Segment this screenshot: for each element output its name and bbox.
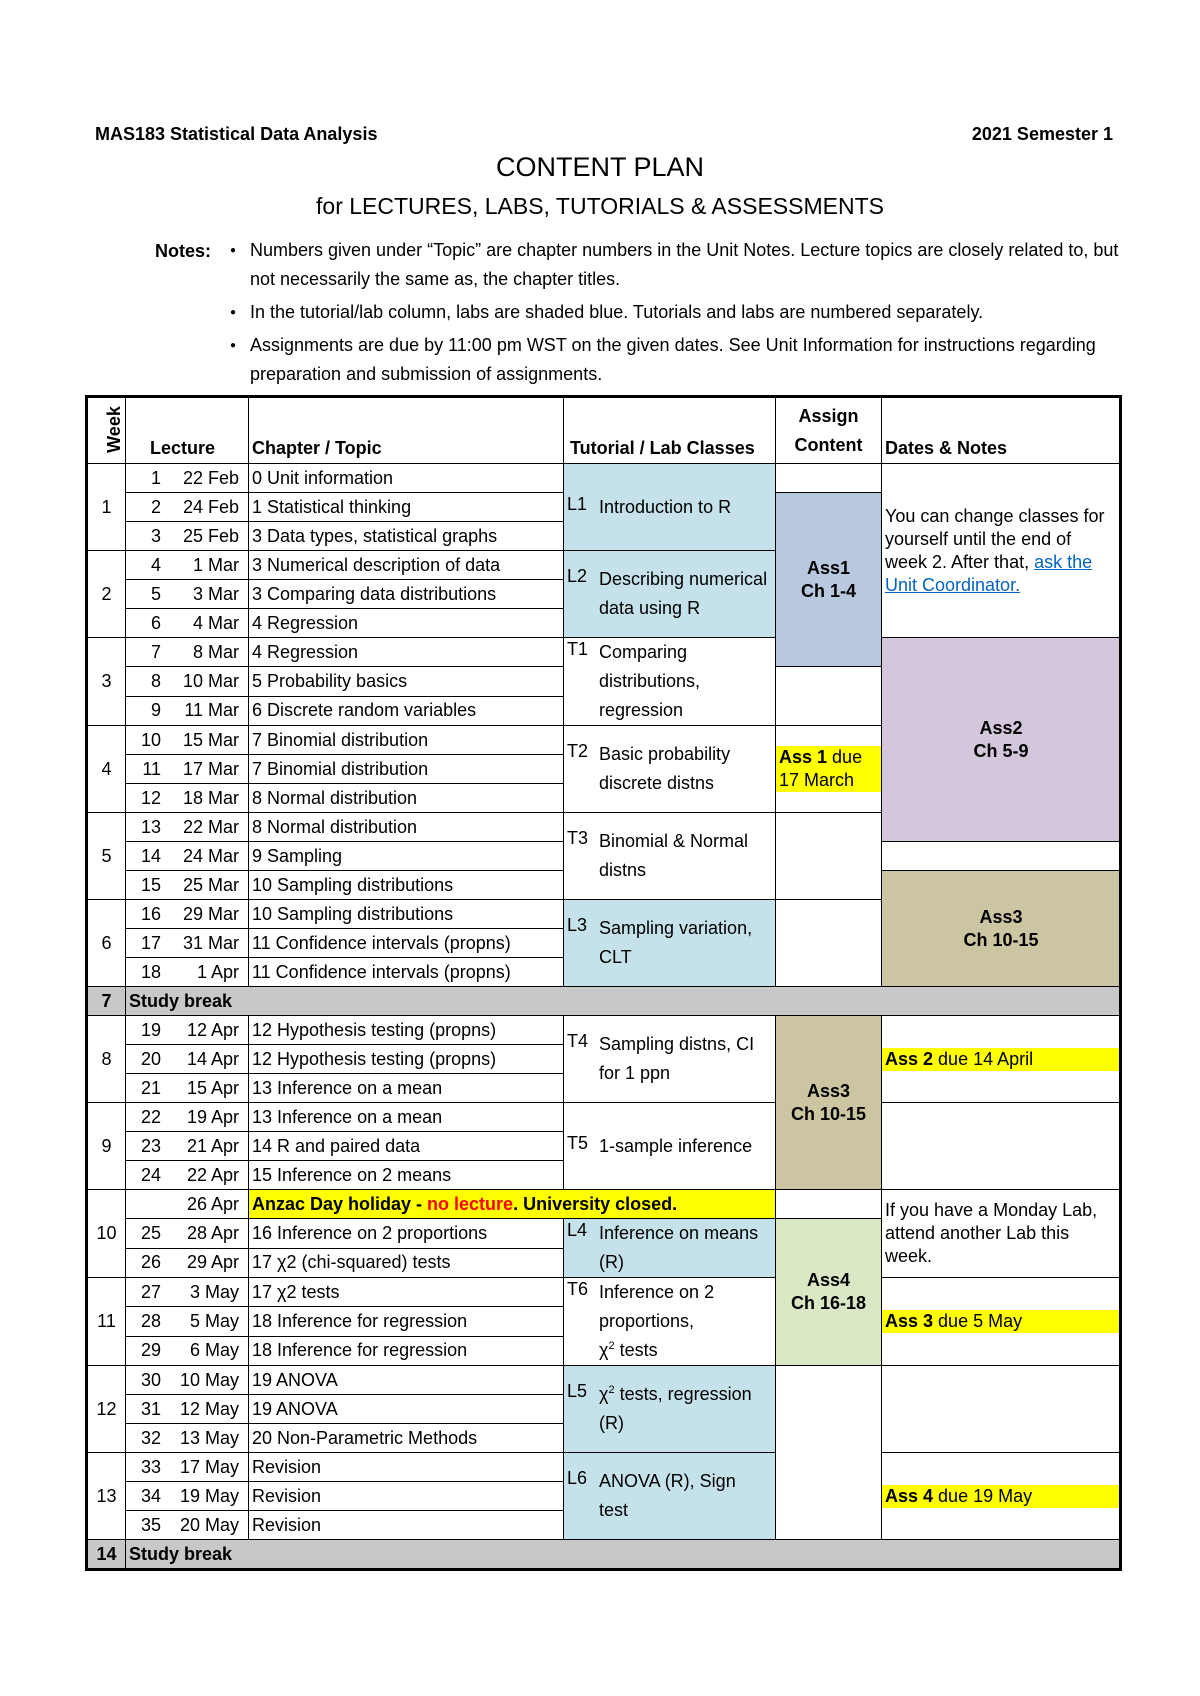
table-row: [87, 1366, 1121, 1395]
dates-notes-cell: [776, 726, 882, 813]
lecture-cell: 5 3 Mar: [126, 580, 249, 609]
week-number: 2: [87, 551, 126, 638]
lecture-cell: 11 17 Mar: [126, 755, 249, 784]
lecture-cell: 31 12 May: [126, 1395, 249, 1424]
lecture-cell: 29 6 May: [126, 1336, 249, 1365]
lab-cell: L4 Inference on means (R): [564, 1219, 776, 1278]
topic-cell: 15 Inference on 2 means: [249, 1161, 564, 1190]
week-number: 10: [87, 1190, 126, 1278]
note-item: ● Numbers given under “Topic” are chapter numbers in the Unit Notes. Lecture topics are closely related to, but not necessarily the same as, the chapter titles.: [230, 236, 1130, 294]
content-plan-table: [85, 395, 1122, 1571]
topic-cell: 18 Inference for regression: [249, 1336, 564, 1365]
topic-cell: 14 R and paired data: [249, 1132, 564, 1161]
lecture-cell: 28 5 May: [126, 1307, 249, 1336]
lecture-cell: 14 24 Mar: [126, 842, 249, 871]
topic-cell: 10 Sampling distributions: [249, 900, 564, 929]
topic-cell: 8 Normal distribution: [249, 784, 564, 813]
week-number: 9: [87, 1103, 126, 1190]
table-row: [87, 1453, 1121, 1482]
topic-cell: 16 Inference on 2 proportions: [249, 1219, 564, 1249]
dates-notes-cell: You can change classes for yourself until the end of week 2. After that, ask the Unit Coordinator.: [882, 464, 1121, 638]
topic-cell: 12 Hypothesis testing (propns): [249, 1016, 564, 1045]
week-number: 11: [87, 1278, 126, 1366]
topic-cell: 17 χ2 tests: [249, 1278, 564, 1307]
lecture-cell: 19 12 Apr: [126, 1016, 249, 1045]
assignment-4-cell: Ass4 Ch 16-18: [776, 1219, 882, 1366]
header-notes: Dates & Notes: [882, 397, 1121, 464]
topic-cell: 3 Comparing data distributions: [249, 580, 564, 609]
topic-cell: 17 χ2 (chi-squared) tests: [249, 1248, 564, 1278]
week-number: 6: [87, 900, 126, 987]
ass4-due-highlight: Ass 4 due 19 May: [882, 1485, 1120, 1508]
tutorial-cell: T6 Inference on 2 proportions, $\chi^2$ tests: [564, 1278, 776, 1366]
week-number: 4: [87, 726, 126, 813]
table-row: [87, 1103, 1121, 1132]
study-break-row: [87, 1540, 1121, 1570]
lecture-cell: 21 15 Apr: [126, 1074, 249, 1103]
tutorial-cell: T1 Comparing distributions, regression: [564, 638, 776, 726]
ass2-due-highlight: Ass 2 due 14 April: [882, 1048, 1120, 1071]
semester-label: 2021 Semester 1: [971, 124, 1113, 144]
topic-cell: 19 ANOVA: [249, 1395, 564, 1424]
table-header-row: [87, 397, 1121, 464]
week-number: 13: [87, 1453, 126, 1540]
topic-cell: 6 Discrete random variables: [249, 696, 564, 725]
lecture-cell: 32 13 May: [126, 1424, 249, 1453]
topic-cell: 8 Normal distribution: [249, 813, 564, 842]
week-number: 8: [87, 1016, 126, 1103]
page-subtitle: for LECTURES, LABS, TUTORIALS & ASSESSMENTS: [316, 193, 884, 219]
table-row: [87, 638, 1121, 667]
lecture-cell: 34 19 May: [126, 1482, 249, 1511]
week-number: 12: [87, 1366, 126, 1453]
lecture-cell: 26 29 Apr: [126, 1248, 249, 1278]
study-break-label: Study break: [126, 1540, 1121, 1570]
topic-cell: 19 ANOVA: [249, 1366, 564, 1395]
lecture-cell: 30 10 May: [126, 1366, 249, 1395]
ass3-due-highlight: Ass 3 due 5 May: [882, 1310, 1120, 1333]
course-title: MAS183 Statistical Data Analysis: [95, 124, 378, 144]
week-number: 1: [87, 464, 126, 551]
header-week: Week: [87, 397, 126, 464]
assignment-2-cell: Ass2 Ch 5-9: [882, 638, 1121, 842]
lecture-cell: 10 15 Mar: [126, 726, 249, 755]
dates-notes-cell: [776, 813, 882, 900]
lecture-cell: 8 10 Mar: [126, 667, 249, 696]
dates-notes-cell: If you have a Monday Lab, attend another Lab this week.: [882, 1190, 1121, 1278]
lecture-cell: 1 22 Feb: [126, 464, 249, 493]
week-number: 3: [87, 638, 126, 726]
dates-notes-cell: [882, 1453, 1121, 1540]
lab-cell: L6 ANOVA (R), Sign test: [564, 1453, 776, 1540]
table-row: [87, 464, 1121, 493]
lecture-cell: 26 Apr: [126, 1190, 249, 1219]
topic-cell: 0 Unit information: [249, 464, 564, 493]
study-break-label: Study break: [126, 987, 1121, 1016]
header-tutorial: Tutorial / Lab Classes: [564, 397, 776, 464]
dates-notes-cell: [776, 900, 882, 987]
topic-cell: 11 Confidence intervals (propns): [249, 929, 564, 958]
topic-cell: Revision: [249, 1453, 564, 1482]
lecture-cell: 20 14 Apr: [126, 1045, 249, 1074]
assignment-3-cell: Ass3 Ch 10-15: [882, 871, 1121, 987]
topic-cell: 3 Data types, statistical graphs: [249, 522, 564, 551]
topic-cell: 18 Inference for regression: [249, 1307, 564, 1336]
unit-coordinator-link[interactable]: ask the Unit Coordinator.: [885, 551, 1093, 595]
assign-empty-cell: [776, 464, 882, 493]
header-lecture: Lecture: [126, 397, 249, 464]
table-row: [87, 1016, 1121, 1045]
lecture-cell: 12 18 Mar: [126, 784, 249, 813]
lecture-cell: 17 31 Mar: [126, 929, 249, 958]
lab-cell: L5 $\chi^2$ tests, regression (R): [564, 1366, 776, 1453]
dates-notes-cell: [882, 1103, 1121, 1190]
page-title: CONTENT PLAN: [495, 152, 705, 182]
lecture-cell: 33 17 May: [126, 1453, 249, 1482]
lab-cell: L3 Sampling variation, CLT: [564, 900, 776, 987]
lecture-cell: 6 4 Mar: [126, 609, 249, 638]
topic-cell: 13 Inference on a mean: [249, 1103, 564, 1132]
lecture-cell: 16 29 Mar: [126, 900, 249, 929]
week-number: 5: [87, 813, 126, 900]
topic-cell: 1 Statistical thinking: [249, 493, 564, 522]
lecture-cell: 9 11 Mar: [126, 696, 249, 725]
lecture-cell: 25 28 Apr: [126, 1219, 249, 1249]
topic-cell: 20 Non-Parametric Methods: [249, 1424, 564, 1453]
lecture-cell: 35 20 May: [126, 1511, 249, 1540]
lecture-cell: 18 1 Apr: [126, 958, 249, 987]
topic-cell: 13 Inference on a mean: [249, 1074, 564, 1103]
header-assign: Assign Content: [776, 397, 882, 464]
note-item: ● In the tutorial/lab column, labs are shaded blue. Tutorials and labs are numbered separately.: [230, 298, 1130, 327]
topic-cell: 9 Sampling: [249, 842, 564, 871]
table-row: [87, 1190, 1121, 1219]
study-break-row: [87, 987, 1121, 1016]
week-number: 7: [87, 987, 126, 1016]
topic-cell: 4 Regression: [249, 609, 564, 638]
lecture-cell: 23 21 Apr: [126, 1132, 249, 1161]
topic-cell: 3 Numerical description of data: [249, 551, 564, 580]
topic-cell: Revision: [249, 1511, 564, 1540]
lecture-cell: 2 24 Feb: [126, 493, 249, 522]
lab-cell: L2 Describing numerical data using R: [564, 551, 776, 638]
dates-notes-cell: [882, 1278, 1121, 1366]
topic-cell: 7 Binomial distribution: [249, 726, 564, 755]
topic-cell: Revision: [249, 1482, 564, 1511]
topic-cell: 5 Probability basics: [249, 667, 564, 696]
ass1-due-highlight: Ass 1 due 17 March: [776, 746, 881, 792]
dates-notes-cell: [882, 1366, 1121, 1453]
assign-empty-cell: [776, 1366, 882, 1540]
tutorial-cell: T2 Basic probability discrete distns: [564, 726, 776, 813]
lecture-cell: 27 3 May: [126, 1278, 249, 1307]
week-number: 14: [87, 1540, 126, 1570]
topic-cell: 4 Regression: [249, 638, 564, 667]
lecture-cell: 13 22 Mar: [126, 813, 249, 842]
note-item: ● Assignments are due by 11:00 pm WST on the given dates. See Unit Information for instructions regarding preparation and submission of assignments.: [230, 331, 1130, 389]
lecture-cell: 4 1 Mar: [126, 551, 249, 580]
tutorial-cell: T4 Sampling distns, CI for 1 ppn: [564, 1016, 776, 1103]
tutorial-cell: T5 1-sample inference: [564, 1103, 776, 1190]
dates-notes-cell: [882, 1016, 1121, 1103]
assignment-3-cell: Ass3 Ch 10-15: [776, 1016, 882, 1190]
topic-cell: 7 Binomial distribution: [249, 755, 564, 784]
lecture-cell: 7 8 Mar: [126, 638, 249, 667]
lecture-cell: 22 19 Apr: [126, 1103, 249, 1132]
lab-cell: L1 Introduction to R: [564, 464, 776, 551]
lecture-cell: 3 25 Feb: [126, 522, 249, 551]
topic-cell: 11 Confidence intervals (propns): [249, 958, 564, 987]
topic-cell: 10 Sampling distributions: [249, 871, 564, 900]
assign-empty-cell: [776, 1190, 882, 1219]
topic-cell: 12 Hypothesis testing (propns): [249, 1045, 564, 1074]
table-row: [87, 1278, 1121, 1307]
lecture-cell: 15 25 Mar: [126, 871, 249, 900]
notes-list: [230, 236, 1130, 393]
notes-label: Notes:: [155, 241, 212, 261]
anzac-day-notice: Anzac Day holiday - no lecture. University closed.: [249, 1190, 776, 1219]
header-topic: Chapter / Topic: [249, 397, 564, 464]
tutorial-cell: T3 Binomial & Normal distns: [564, 813, 776, 900]
assignment-1-cell: Ass1 Ch 1-4: [776, 493, 882, 667]
lecture-cell: 24 22 Apr: [126, 1161, 249, 1190]
